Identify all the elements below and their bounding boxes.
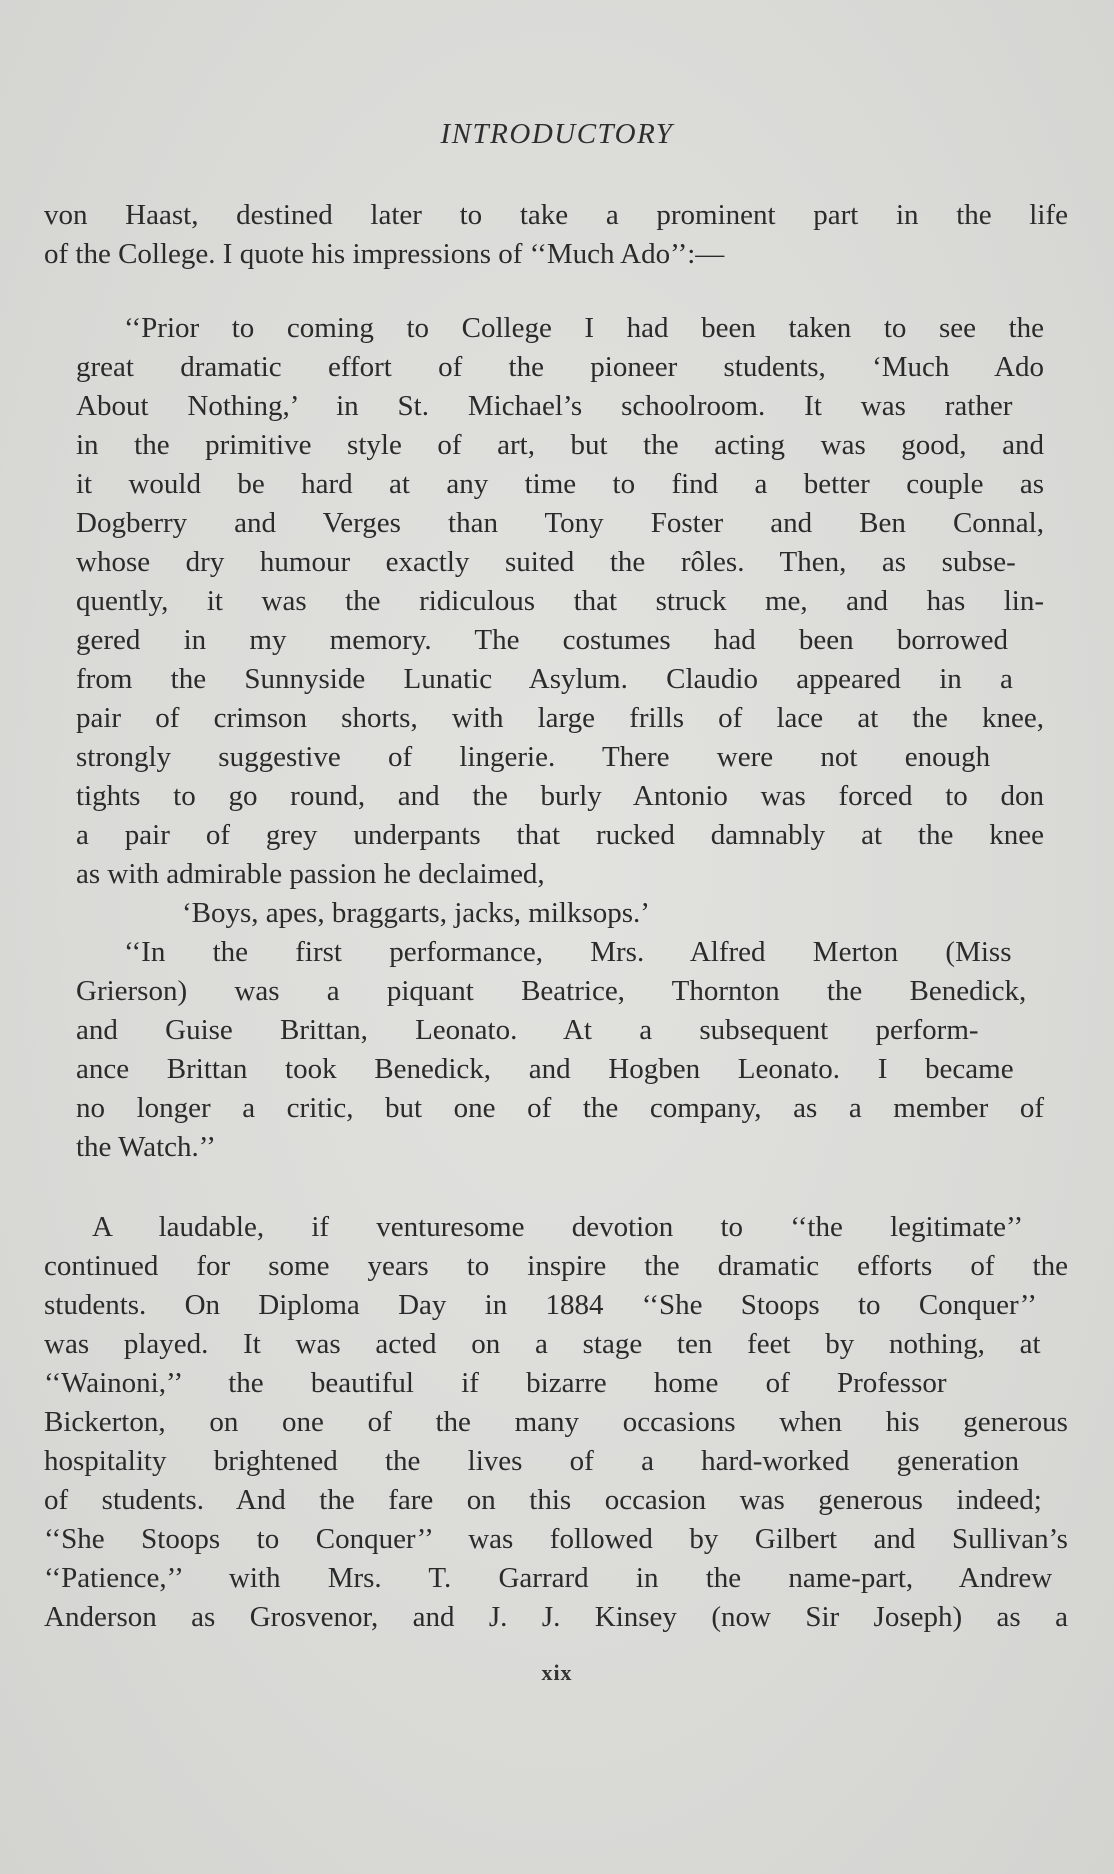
- text-line: continued for some years to inspire the dramatic efforts of the: [44, 1250, 1068, 1282]
- text-line: strongly suggestive of lingerie. There were not enough: [76, 741, 991, 773]
- running-head: INTRODUCTORY: [440, 118, 674, 150]
- text-line: as with admirable passion he declaimed,: [76, 858, 545, 890]
- text-line: ‘‘Wainoni,’’ the beautiful if bizarre home of Professor: [44, 1367, 947, 1399]
- text-line: pair of crimson shorts, with large frills of lace at the knee,: [76, 702, 1045, 734]
- text-line: tights to go round, and the burly Antonio was forced to don: [76, 780, 1045, 812]
- text-line: gered in my memory. The costumes had been borrowed: [76, 624, 1009, 656]
- text-line: ‘Boys, apes, braggarts, jacks, milksops.’: [182, 897, 650, 929]
- text-line: in the primitive style of art, but the acting was good, and: [76, 429, 1045, 461]
- text-line: Anderson as Grosvenor, and J. J. Kinsey (now Sir Joseph) as a: [44, 1601, 1068, 1633]
- text-line: whose dry humour exactly suited the rôles. Then, as subse-: [76, 546, 1016, 578]
- text-line: ‘‘She Stoops to Conquer’’ was followed by Gilbert and Sullivan’s: [44, 1523, 1068, 1555]
- page-number: xix: [541, 1660, 573, 1685]
- text-line: hospitality brightened the lives of a hard-worked generation: [44, 1445, 1019, 1477]
- text-line: quently, it was the ridiculous that struck me, and has lin-: [76, 585, 1045, 617]
- text-line: the Watch.’’: [76, 1131, 216, 1163]
- text-line: von Haast, destined later to take a prominent part in the life: [44, 199, 1068, 231]
- text-line: ‘‘In the first performance, Mrs. Alfred Merton (Miss: [124, 936, 1012, 968]
- text-line: a pair of grey underpants that rucked damnably at the knee: [76, 819, 1045, 851]
- text-line: from the Sunnyside Lunatic Asylum. Claudio appeared in a: [76, 663, 1013, 695]
- text-line: was played. It was acted on a stage ten feet by nothing, at: [44, 1328, 1041, 1360]
- text-line: Grierson) was a piquant Beatrice, Thornton the Benedick,: [76, 975, 1027, 1007]
- text-line: and Guise Brittan, Leonato. At a subsequent perform-: [76, 1014, 979, 1046]
- text-line: of students. And the fare on this occasion was generous indeed;: [44, 1484, 1042, 1516]
- text-line: ance Brittan took Benedick, and Hogben Leonato. I became: [76, 1053, 1014, 1085]
- text-line: About Nothing,’ in St. Michael’s schoolroom. It was rather: [76, 390, 1013, 422]
- text-line: no longer a critic, but one of the company, as a member of: [76, 1092, 1045, 1124]
- text-line: ‘‘Prior to coming to College I had been taken to see the: [124, 312, 1045, 344]
- text-line: ‘‘Patience,’’ with Mrs. T. Garrard in the name-part, Andrew: [44, 1562, 1053, 1594]
- text-line: A laudable, if venturesome devotion to ‘‘the legitimate’’: [92, 1211, 1024, 1243]
- text-line: of the College. I quote his impressions of ‘‘Much Ado’’:—: [44, 238, 725, 270]
- text-line: Bickerton, on one of the many occasions when his generous: [44, 1406, 1068, 1438]
- text-line: Dogberry and Verges than Tony Foster and Ben Connal,: [76, 507, 1044, 539]
- text-line: it would be hard at any time to find a better couple as: [76, 468, 1045, 500]
- text-line: great dramatic effort of the pioneer students, ‘Much Ado: [76, 351, 1045, 383]
- text-line: students. On Diploma Day in 1884 ‘‘She Stoops to Conquer’’: [44, 1289, 1037, 1321]
